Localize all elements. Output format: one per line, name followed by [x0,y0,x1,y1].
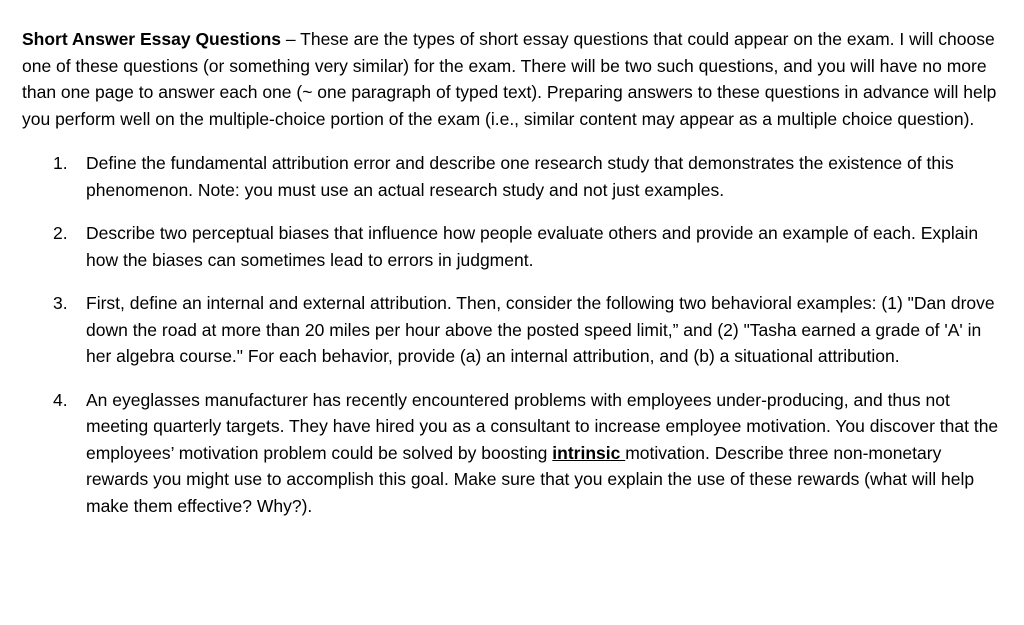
question-number: 3. [53,293,68,313]
question-text: First, define an internal and external attribution. Then, consider the following two behavioral examples: (1) "Dan drove down the road at more than 20 miles per hour above the posted speed limit,” and (2) "Tasha earned a grade of 'A' in her algebra course." For each behavior, provide (a) an internal attribution, and (b) a situational attribution. [86,293,995,366]
question-number: 1. [53,153,68,173]
question-text-before: An eyeglasses manufacturer has recently encountered problems with employees under-producing, and thus not meeting quarterly targets. They have hired you as a consultant to increase employee motivation. You discover that the employees’ motivation problem could be solved by boosting [86,389,999,463]
question-list [22,150,1007,519]
question-text: Describe two perceptual biases that influence how people evaluate others and provide an example of each. Explain how the biases can sometimes lead to errors in judgment. [86,223,979,270]
question-item-2 [22,220,1007,273]
question-text: Define the fundamental attribution error and describe one research study that demonstrates the existence of this phenomenon. Note: you must use an actual research study and not just examples. [86,153,954,200]
question-number: 4. [53,389,68,410]
question-item-4 [22,387,1007,520]
intro-paragraph [22,26,1007,132]
intro-text: – These are the types of short essay questions that could appear on the exam. I will choose one of these questions (or something very similar) for the exam. There will be two such questions, and you will have no more than one page to answer each one (~ one paragraph of typed text). Preparing answers to these questions in advance will help you perform well on the multiple-choice portion of the exam (i.e., similar content may appear as a multiple choice question). [22,29,997,129]
intro-heading: Short Answer Essay Questions [22,29,282,49]
document-page [22,26,1007,536]
question-item-1 [22,150,1007,203]
question-item-3 [22,290,1007,370]
question-text-after: motivation. Describe three non-monetary rewards you might use to accomplish this goal. Make sure that you explain the use of these rewards (what will help make them effective? Why?). [86,442,975,516]
question-number: 2. [53,223,68,243]
emphasized-word: intrinsic [552,442,626,463]
